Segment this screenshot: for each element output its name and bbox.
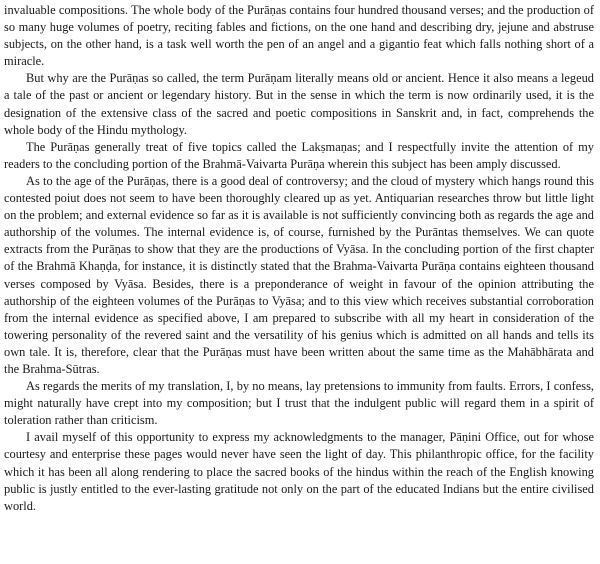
paragraph-1: invaluable compositions. The whole body of the Purāṇas contains four hundred thousand verses; and the production of so many huge volumes of poetry, reciting fables and fictions, on the one hand and describing dry, jejune and abstruse subjects, on the other hand, is a task well worth the pen of an angel and a gigantio feat which falls nothing short of a miracle. [4, 3, 594, 69]
paragraph-3: The Purāṇas generally treat of five topics called the Lakṣmaṇas; and I respectfully invite the attention of my readers to the concluding portion of the Brahmā-Vaivarta Purāṇa wherein this subject has been amply discussed. [4, 139, 594, 171]
document-page [4, 2, 594, 515]
paragraph-4: As to the age of the Purāṇas, there is a good deal of controversy; and the cloud of mystery which hangs round this contested poiut does not seem to have been thoroughly cleared up as yet. Antiquarian researches throw but little light on the problem; and external evidence so far as it is available is not sufficiently convincing both as regards the age and authorship of the volumes. The internal evidence is, of course, furnished by the Purāntas themselves. We can quote extracts from the Purāṇas to show that they are the productions of Vyāsa. In the concluding portion of the first chapter of the Brahmā Khaṇḍa, for instance, it is distinctly stated that the Brahma-Vaivarta Purāṇa contains eighteen thousand verses composed by Vyāsa. Besides, there is a preponderance of weight in favour of the opinion attributing the authorship of the eighteen volumes of the Purāṇas to Vyāsa; and to this view which receives substantial corroboration from the internal evidence as specified above, I am prepared to subscribe with all my heart in consideration of the towering personality of the revered saint and the versatility of his genius which is admitted on all hands and tells its own tale. It is, therefore, clear that the Purāṇas must have been written about the same time as the Mahābhārata and the Brahma-Sūtras. [4, 173, 594, 376]
paragraph-5: As regards the merits of my translation, I, by no means, lay pretensions to immunity from faults. Errors, I confess, might naturally have crept into my composition; but I trust that the indulgent public will regard them in a spirit of toleration rather than criticism. [4, 379, 594, 428]
paragraph-6: I avail myself of this opportunity to express my acknowledgments to the manager, Pāṇini Office, out for whose courtesy and enterprise these pages would never have seen the light of day. This philanthropic office, for the facility which it has been all along rendering to place the sacred books of the hindus within the reach of the English knowing public is justly entitled to the ever-lasting gratitude not only on the part of the educated Indians but the entire civilised world. [4, 430, 594, 513]
paragraph-2: But why are the Purāṇas so called, the term Purāṇam literally means old or ancient. Hence it also means a legeud a tale of the past or ancient or legendary history. But in the sense in which the term is now ordinarily used, it is the designation of the extensive class of the sacred and poetic compositions in Sanskrit and, in fact, comprehends the whole body of the Hindu mythology. [4, 71, 594, 137]
